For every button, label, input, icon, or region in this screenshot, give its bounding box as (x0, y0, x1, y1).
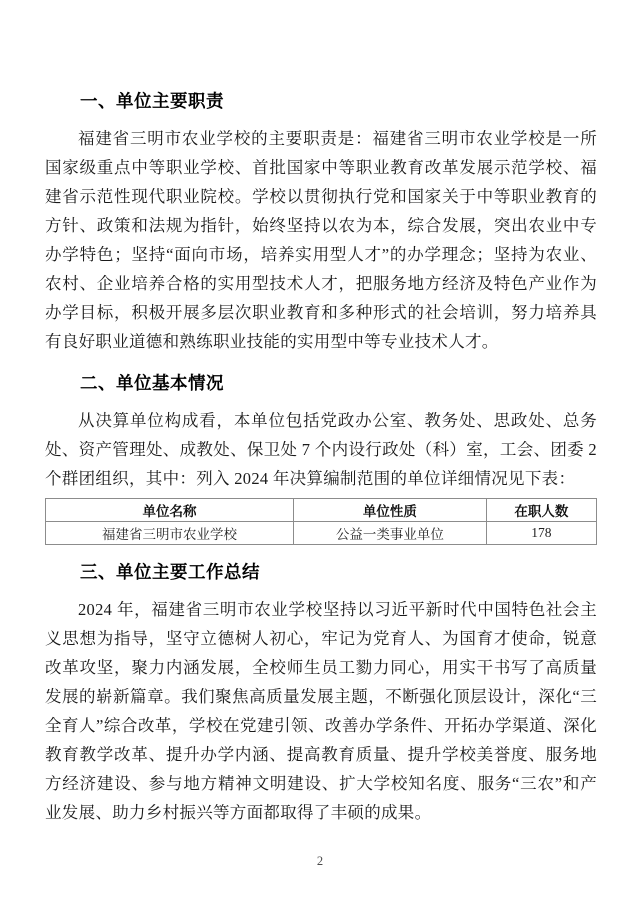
table-header-unit-name: 单位名称 (46, 499, 294, 522)
cell-unit-type: 公益一类事业单位 (293, 522, 486, 545)
section-main-duties (45, 90, 597, 356)
section-2-paragraph: 从决算单位构成看，本单位包括党政办公室、教务处、思政处、总务处、资产管理处、成教处、保卫处 7 个内设行政处（科）室，工会、团委 2 个群团组织，其中：列入 2024 年决算编制范围的单位详细情况见下表： (45, 411, 597, 488)
table-header-unit-type: 单位性质 (293, 499, 486, 522)
section-basic-info (45, 372, 597, 545)
unit-detail-table (45, 498, 597, 545)
section-3-paragraph: 2024 年，福建省三明市农业学校坚持以习近平新时代中国特色社会主义思想为指导，坚守立德树人初心，牢记为党育人、为国育才使命，锐意改革攻坚，聚力内涵发展，全校师生员工勠力同心，用实干书写了高质量发展的崭新篇章。我们聚焦高质量发展主题，不断强化顶层设计，深化“三全育人”综合改革，学校在党建引领、改善办学条件、开拓办学渠道、深化教育教学改革、提升办学内涵、提高教育质量、提升学校美誉度、服务地方经济建设、参与地方精神文明建设、扩大学校知名度、服务“三农”和产业发展、助力乡村振兴等方面都取得了丰硕的成果。 (45, 600, 597, 822)
unit-table-header-row (46, 499, 597, 522)
section-work-summary (45, 561, 597, 827)
page-number: 2 (316, 854, 324, 868)
section-3-heading: 三、单位主要工作总结 (80, 562, 260, 582)
section-1-heading: 一、单位主要职责 (80, 91, 224, 111)
cell-staff-count: 178 (486, 522, 596, 545)
section-1-paragraph: 福建省三明市农业学校的主要职责是：福建省三明市农业学校是一所国家级重点中等职业学校、首批国家中等职业教育改革发展示范学校、福建省示范性现代职业院校。学校以贯彻执行党和国家关于中等职业教育的方针、政策和法规为指针，始终坚持以农为本，综合发展，突出农业中专办学特色；坚持“面向市场，培养实用型人才”的办学理念；坚持为农业、农村、企业培养合格的实用型技术人才，把服务地方经济及特色产业作为办学目标，积极开展多层次职业教育和多种形式的社会培训，努力培养具有良好职业道德和熟练职业技能的实用型中等专业技术人才。 (45, 129, 597, 351)
table-header-staff-count: 在职人数 (486, 499, 596, 522)
section-2-heading: 二、单位基本情况 (80, 373, 224, 393)
cell-unit-name: 福建省三明市农业学校 (46, 522, 294, 545)
table-row (46, 522, 597, 545)
